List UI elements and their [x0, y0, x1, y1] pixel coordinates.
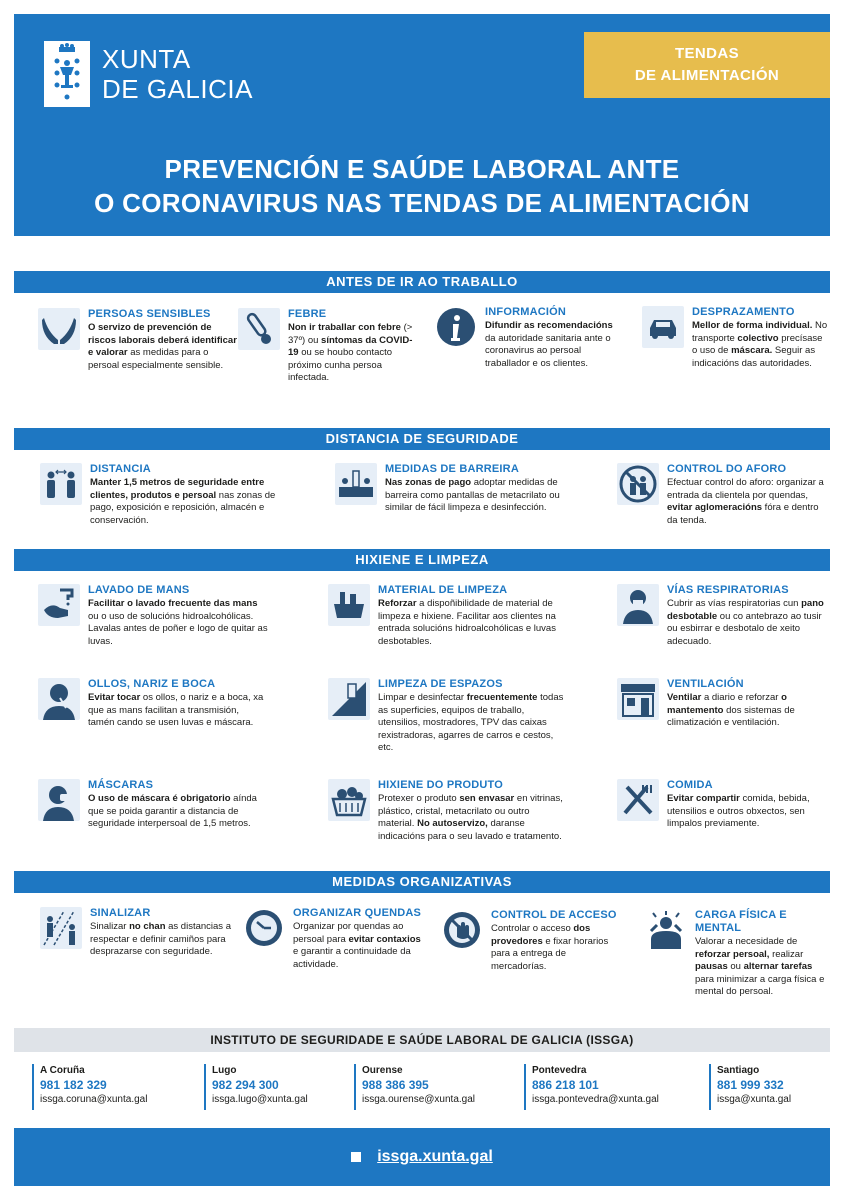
- contact-santiago: [709, 1064, 819, 1110]
- hands-protect-icon: [38, 308, 80, 350]
- item-commute: [642, 306, 830, 370]
- item-text-bold: colectivo: [737, 332, 779, 344]
- item-text: Sinalizar: [90, 921, 130, 932]
- contact-ourense: [354, 1064, 524, 1110]
- item-text-bold: reforzar persoal,: [695, 948, 770, 960]
- item-title: VÍAS RESPIRATORIAS: [667, 584, 789, 596]
- contact-phone[interactable]: 981 182 329: [40, 1078, 107, 1092]
- item-title: ORGANIZAR QUENDAS: [293, 907, 422, 919]
- header-banner: [14, 14, 830, 236]
- item-distance: [40, 463, 290, 527]
- item-text-bold: síntomas da COVID-19: [288, 334, 413, 358]
- no-crowd-icon: [617, 463, 659, 505]
- contact-city: Pontevedra: [532, 1065, 587, 1076]
- item-capacity: [617, 463, 830, 527]
- item-text-bold: no chan: [129, 921, 166, 932]
- item-masks: [38, 779, 268, 831]
- category-line-2: DE ALIMENTACIÓN: [634, 67, 780, 84]
- item-text: e fixar horarios para a entrega de mercadorías.: [491, 935, 609, 972]
- item-title: INFORMACIÓN: [485, 306, 567, 318]
- item-barriers: [335, 463, 585, 515]
- contact-email[interactable]: issga.coruna@xunta.gal: [40, 1094, 148, 1105]
- thermometer-icon: [238, 308, 280, 350]
- item-text: Protexer o produto: [378, 793, 460, 804]
- item-text: precísase o uso de: [692, 332, 823, 356]
- title-line-2: O CORONAVIRUS NAS TENDAS DE ALIMENTACIÓN: [94, 188, 750, 218]
- item-text: a dispoñibilidade de material de limpeza e hixiene. Facilitar aos clientes na entrada solucións hidroalcohólicas e luvas desbotables.: [378, 598, 556, 647]
- item-text-bold: frecuentemente: [466, 692, 538, 703]
- item-text: a diario e reforzar: [701, 692, 782, 703]
- shop-awning-icon: [617, 678, 659, 720]
- item-text: ou se houbo contacto próximo cunha persoa infectada.: [288, 347, 393, 383]
- checkout-barrier-icon: [335, 463, 377, 505]
- item-text-bold: sen envasar: [459, 793, 515, 804]
- item-text-bold: máscara.: [731, 345, 773, 356]
- produce-basket-icon: [328, 779, 370, 821]
- item-title: DISTANCIA: [90, 463, 151, 475]
- contact-phone[interactable]: 988 386 395: [362, 1078, 429, 1092]
- item-text: No transporte: [692, 320, 828, 344]
- info-icon: [435, 306, 477, 348]
- item-text-bold: dos provedores: [491, 923, 591, 947]
- item-text: Seguir as indicacións das autoridades.: [692, 345, 816, 369]
- footer-banner: [14, 1128, 830, 1186]
- item-text: da autoridade sanitaria ante o coronavirus ao persoal traballador e os clientes.: [485, 332, 611, 369]
- item-text: adoptar medidas de barreira como pantallas de metacrilato ou similar de fácil limpeza e desinfección.: [385, 477, 560, 513]
- item-text-bold: o mantemento: [667, 692, 787, 716]
- item-text: en vitrinas, plástico, cristal, metacrilato ou outro material.: [378, 793, 563, 829]
- contact-city: Ourense: [362, 1065, 403, 1076]
- item-title: MÁSCARAS: [88, 779, 154, 791]
- page-title: [14, 152, 830, 220]
- square-bullet-icon: [351, 1152, 361, 1162]
- no-entry-hand-icon: [441, 909, 483, 951]
- contact-phone[interactable]: 982 294 300: [212, 1078, 279, 1092]
- item-fever: [238, 308, 418, 385]
- item-title: LAVADO DE MANS: [88, 584, 190, 596]
- item-text: Efectuar control do aforo: organizar a entrada da clientela por quendas,: [667, 477, 824, 501]
- floor-signage-icon: [40, 907, 82, 949]
- item-text: Cubrir as vías respiratorias cun: [667, 598, 802, 609]
- item-workload: [645, 909, 830, 999]
- item-text-bold: evitar contaxios: [348, 933, 421, 945]
- cleaning-basket-icon: [328, 584, 370, 626]
- contact-email[interactable]: issga.lugo@xunta.gal: [212, 1094, 308, 1105]
- item-text-bold: Non ir traballar con febre: [288, 322, 401, 333]
- item-cleaning-material: [328, 584, 558, 648]
- section-header-hygiene: HIXIENE E LIMPEZA: [14, 549, 830, 571]
- contact-lugo: [204, 1064, 354, 1110]
- item-title: MEDIDAS DE BARREIRA: [385, 463, 519, 475]
- item-text: nas zonas de pago, exposición e reposición, almacén e conservación.: [90, 489, 276, 526]
- item-text-bold: evitar aglomeracións: [667, 502, 763, 513]
- item-text-bold: pausas: [695, 961, 728, 972]
- contact-phone[interactable]: 886 218 101: [532, 1078, 599, 1092]
- contact-email[interactable]: issga.ourense@xunta.gal: [362, 1094, 475, 1105]
- stressed-person-icon: [645, 909, 687, 951]
- item-text: dos sistemas de climatización e ventilación.: [667, 704, 795, 728]
- section-header-organizational: MEDIDAS ORGANIZATIVAS: [14, 871, 830, 893]
- item-title: MATERIAL DE LIMPEZA: [378, 584, 508, 596]
- item-ventilation: [617, 678, 830, 730]
- issga-header: INSTITUTO DE SEGURIDADE E SAÚDE LABORAL DE GALICIA (ISSGA): [14, 1028, 830, 1052]
- item-information: [435, 306, 625, 370]
- item-text: ou co antebrazo ao tusir ou esbirrar e desbotalo de xeito adecuado.: [667, 610, 822, 647]
- item-signage: [40, 907, 240, 959]
- item-text: Limpar e desinfectar: [378, 692, 467, 703]
- item-text: e garantir a continuidade da actividade.: [293, 946, 411, 970]
- face-touch-icon: [38, 678, 80, 720]
- contact-phone[interactable]: 881 999 332: [717, 1078, 784, 1092]
- item-text-bold: pano desbotable: [667, 598, 824, 622]
- item-title: COMIDA: [667, 779, 713, 791]
- item-title: SINALIZAR: [90, 907, 151, 919]
- contact-city: Santiago: [717, 1065, 760, 1076]
- car-icon: [642, 306, 684, 348]
- contact-email[interactable]: issga.pontevedra@xunta.gal: [532, 1094, 659, 1105]
- section-header-before-work: ANTES DE IR AO TRABALLO: [14, 271, 830, 293]
- item-text-bold: Ventilar: [667, 692, 702, 703]
- item-text: ou: [727, 961, 744, 972]
- item-access-control: [441, 909, 621, 973]
- item-text: comida, bebida, utensilios e outros obxectos, sen limpalos previamente.: [667, 793, 810, 829]
- item-text-bold: No autoservizo,: [417, 818, 488, 829]
- contact-email[interactable]: issga@xunta.gal: [717, 1094, 792, 1105]
- item-product-hygiene: [328, 779, 568, 843]
- contact-pontevedra: [524, 1064, 709, 1110]
- item-text-bold: Reforzar: [378, 598, 417, 609]
- category-badge: [584, 32, 830, 98]
- item-text-bold: Manter 1,5 metros de seguridade entre clientes, produtos e persoal: [90, 477, 265, 501]
- item-food: [617, 779, 830, 831]
- item-text: Organizar por quendas ao persoal para: [293, 921, 404, 945]
- item-title: CONTROL DO AFORO: [667, 463, 787, 475]
- fork-knife-icon: [617, 779, 659, 821]
- item-text-bold: alternar tarefas: [743, 961, 813, 972]
- item-text: para minimizar a carga física e mental do persoal.: [695, 973, 825, 997]
- website-link[interactable]: issga.xunta.gal: [377, 1148, 493, 1165]
- item-text: Controlar o acceso: [491, 923, 574, 934]
- handwashing-icon: [38, 584, 80, 626]
- mask-person-icon: [38, 779, 80, 821]
- item-text: os ollos, o nariz e a boca, xa que as mans facilitan a transmisión, tamén cando se usen luvas e máscara.: [88, 692, 264, 728]
- item-text-bold: Evitar compartir: [667, 793, 740, 804]
- item-text: realizar: [769, 948, 804, 960]
- item-text: fóra e dentro da tenda.: [667, 502, 819, 526]
- item-text: as medidas para o persoal especialmente sensible.: [88, 347, 224, 371]
- logo-line-2: DE GALICIA: [102, 74, 253, 104]
- item-text: daranse indicacións para o seu lavado e tratamento.: [378, 818, 562, 842]
- item-text: (> 37º) ou: [288, 322, 413, 346]
- item-title: FEBRE: [288, 308, 327, 320]
- category-line-1: TENDAS: [674, 45, 740, 62]
- item-text-bold: Mellor de forma individual.: [692, 320, 813, 331]
- contact-city: Lugo: [212, 1065, 237, 1076]
- item-text-bold: Nas zonas de pago: [385, 477, 472, 488]
- item-text-bold: Difundir as recomendacións: [485, 320, 613, 331]
- item-text: as distancias a respectar e definir camiños para desprazarse con seguridade.: [90, 921, 231, 957]
- title-line-1: PREVENCIÓN E SAÚDE LABORAL ANTE: [164, 154, 680, 184]
- item-text-bold: O servizo de prevención de riscos laborais deberá identificar e valorar: [88, 322, 237, 358]
- item-text: aínda que se poida garantir a distancia de seguridade interpersoal de 1,5 metros.: [88, 793, 257, 829]
- item-handwashing: [38, 584, 268, 648]
- cough-person-icon: [617, 584, 659, 626]
- contact-city: A Coruña: [40, 1065, 85, 1076]
- item-text-bold: Evitar tocar: [88, 692, 141, 703]
- coat-of-arms-icon: [44, 41, 90, 107]
- item-title: LIMPEZA DE ESPAZOS: [378, 678, 503, 690]
- item-title: OLLOS, NARIZ E BOCA: [88, 678, 216, 690]
- item-title: CARGA FÍSICA E MENTAL: [695, 909, 787, 934]
- item-shifts: [243, 907, 423, 971]
- clock-icon: [243, 907, 285, 949]
- item-text-bold: O uso de máscara é obrigatorio: [88, 793, 231, 804]
- item-text: Valorar a necesidade de: [695, 936, 798, 947]
- item-text: ou o uso de solucións hidroalcohólicas. Lavalas antes de poñer e logo de quitar as luvas.: [88, 610, 268, 647]
- item-space-cleaning: [328, 678, 568, 755]
- item-respiratory: [617, 584, 830, 648]
- item-face: [38, 678, 268, 730]
- item-sensitive-persons: [38, 308, 238, 372]
- item-title: DESPRAZAMENTO: [692, 306, 795, 318]
- contact-a-coruna: [32, 1064, 204, 1110]
- spray-cleaning-icon: [328, 678, 370, 720]
- item-text: todas as superficies, equipos de traballo, utensilios, mostradores, TPV das caixas rexistradoras, agarres de carros e cestos, etc.: [378, 692, 564, 753]
- item-text-bold: Facilitar o lavado frecuente das mans: [88, 598, 258, 609]
- item-title: HIXIENE DO PRODUTO: [378, 779, 504, 791]
- distance-people-icon: [40, 463, 82, 505]
- contacts-row: [14, 1064, 830, 1110]
- section-header-distance: DISTANCIA DE SEGURIDADE: [14, 428, 830, 450]
- item-title: PERSOAS SENSIBLES: [88, 308, 211, 320]
- logo-line-1: XUNTA: [102, 44, 191, 74]
- item-title: VENTILACIÓN: [667, 678, 744, 690]
- xunta-logo[interactable]: [44, 32, 284, 116]
- item-title: CONTROL DE ACCESO: [491, 909, 617, 921]
